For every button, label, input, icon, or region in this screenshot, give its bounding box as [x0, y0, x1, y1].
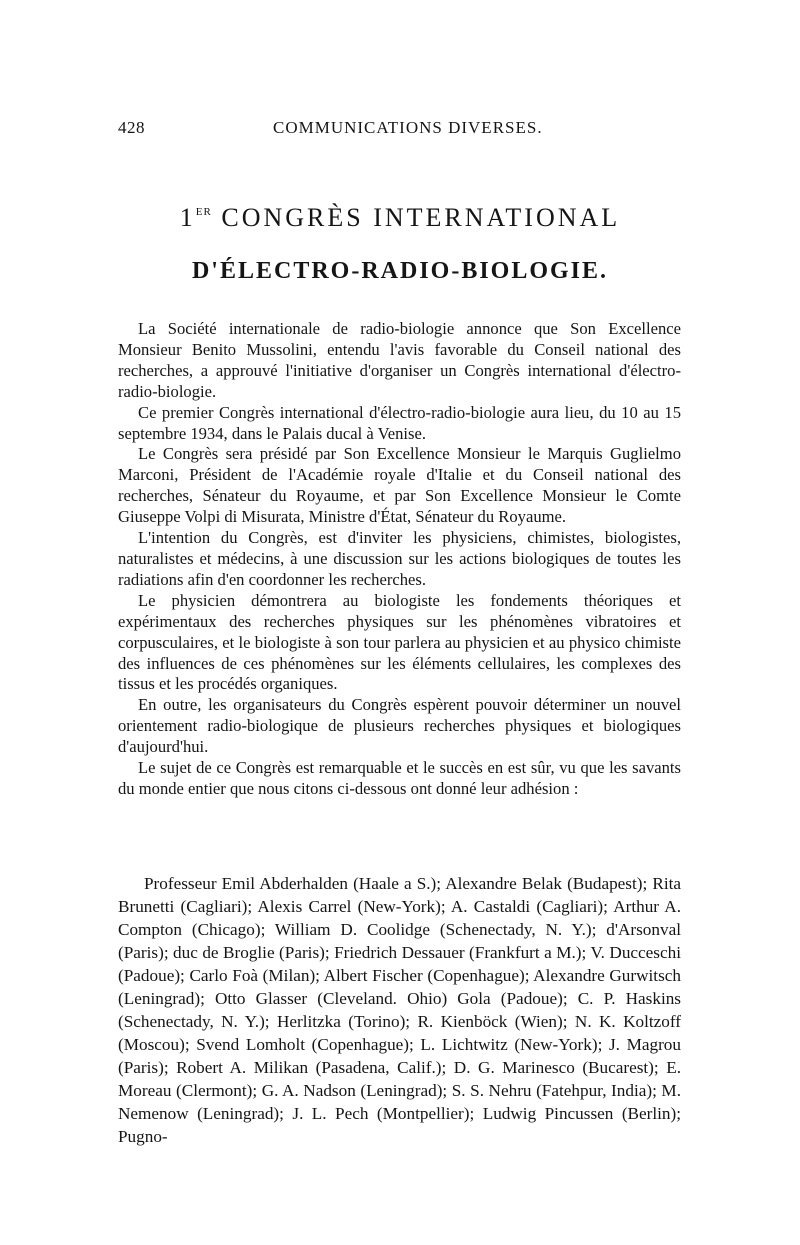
- paragraph: Le Congrès sera présidé par Son Excellence Monsieur le Marquis Guglielmo Marconi, Président de l'Académie royale d'Italie et du Conseil national des recherches, Sénateur du Royaume, et par Son Excellence Monsieur le Comte Giuseppe Volpi di Misurata, Ministre d'État, Sénateur du Royaume.: [118, 444, 681, 527]
- participant-paragraph: Professeur Emil Abderhalden (Haale a S.); Alexandre Belak (Budapest); Rita Brunetti (Cagliari); Alexis Carrel (New-York); A. Castaldi (Cagliari); Arthur A. Compton (Chicago); William D. Coolidge (Schenectady, N. Y.); d'Arsonval (Paris); duc de Broglie (Paris); Friedrich Dessauer (Frankfurt a M.); V. Ducceschi (Padoue); Carlo Foà (Milan); Albert Fischer (Copenhague); Alexandre Gurwitsch (Leningrad); Otto Glasser (Cleveland. Ohio) Gola (Padoue); C. P. Haskins (Schenectady, N. Y.); Herlitzka (Torino); R. Kienböck (Wien); N. K. Koltzoff (Moscou); Svend Lomholt (Copenhague); L. Lichtwitz (New-York); J. Magrou (Paris); Robert A. Milikan (Pasadena, Calif.); D. G. Marinesco (Bucarest); E. Moreau (Clermont); G. A. Nadson (Leningrad); S. S. Nehru (Fatehpur, India); M. Nemenow (Leningrad); J. L. Pech (Montpellier); Ludwig Pincussen (Berlin); Pugno-: [118, 874, 681, 1146]
- title-ordinal-suffix: ER: [195, 206, 212, 218]
- paragraph: Ce premier Congrès international d'électro-radio-biologie aura lieu, du 10 au 15 septembre 1934, dans le Palais ducal à Venise.: [118, 402, 681, 443]
- paragraph: Le sujet de ce Congrès est remarquable et le succès en est sûr, vu que les savants du monde entier que nous citons ci-dessous ont donné leur adhésion :: [118, 758, 681, 798]
- paragraph: Le physicien démontrera au biologiste les fondements théoriques et expérimentaux des recherches physiques sur les phénomènes vibratoires et corpusculaires, et le biologiste à son tour parlera au physicien et au physico chimiste des influences de ces phénomènes sur les éléments cellulaires, les complexes des tissus et les procédés organiques.: [118, 590, 681, 694]
- paragraph: L'intention du Congrès, est d'inviter les physiciens, chimistes, biologistes, naturalistes et médecins, à une discussion sur les actions biologiques de toutes les radiations afin d'en coordonner les recherches.: [118, 528, 681, 589]
- article-title-line1: [0, 203, 800, 233]
- running-title: COMMUNICATIONS DIVERSES.: [273, 118, 543, 137]
- participant-list: [118, 872, 681, 1148]
- page-number: 428: [118, 118, 145, 137]
- article-title-line2: D'ÉLECTRO-RADIO-BIOLOGIE.: [191, 258, 609, 284]
- running-head: [118, 118, 688, 144]
- title-line1-text: CONGRÈS INTERNATIONAL: [211, 203, 621, 232]
- title-ordinal: 1: [179, 203, 196, 232]
- paragraph: La Société internationale de radio-biologie annonce que Son Excellence Monsieur Benito Mussolini, entendu l'avis favorable du Conseil national des recherches, a approuvé l'initiative d'organiser un Congrès international d'électro-radio-biologie.: [118, 319, 681, 401]
- paragraph: En outre, les organisateurs du Congrès espèrent pouvoir déterminer un nouvel orientement radio-biologique de plusieurs recherches physiques et biologiques d'aujourd'hui.: [118, 695, 681, 757]
- article-body: [118, 319, 681, 800]
